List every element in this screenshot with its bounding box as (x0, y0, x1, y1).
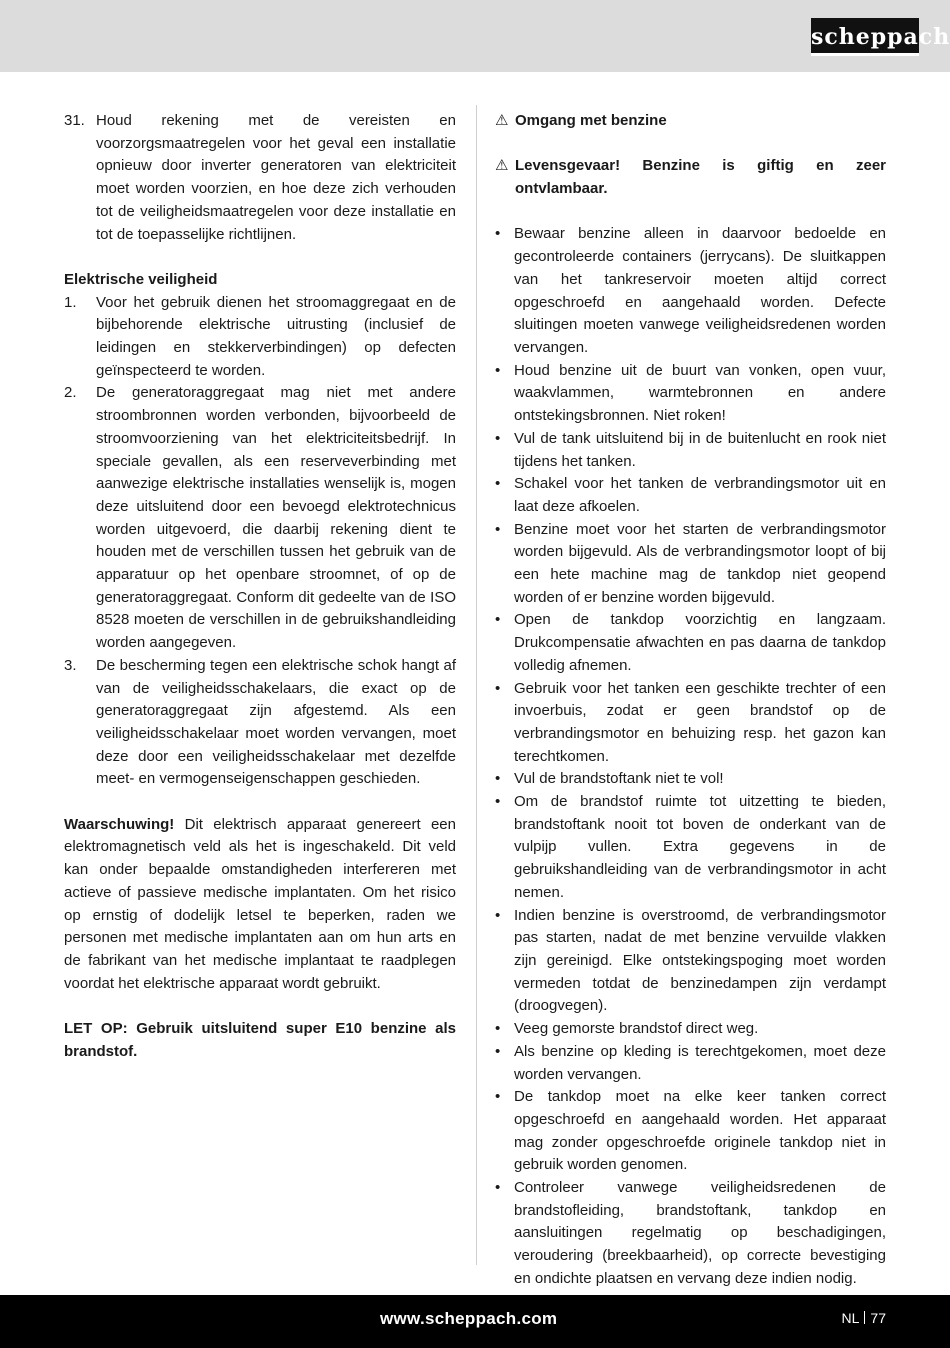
left-column (64, 110, 456, 1063)
list-item: • Indien benzine is overstroomd, de verbrandingsmotor pas starten, nadat de met benzine vervuilde vlakken zijn gereinigd. Elke ontstekingspoging moet worden vermeden totdat de benzinedampen zijn verdampt (droogvegen). (495, 906, 886, 1015)
list-item: • Vul de tank uitsluitend bij in de buitenlucht en rook niet tijdens het tanken. (495, 429, 886, 470)
section-heading-petrol: ⚠ Omgang met benzine (495, 110, 886, 133)
list-item: • Vul de brandstoftank niet te vol! (495, 768, 886, 791)
bullet-icon: • (495, 225, 501, 243)
list-item: • Schakel voor het tanken de verbrandingsmotor uit en laat deze afkoelen. (495, 475, 886, 515)
page-indicator (842, 1310, 886, 1326)
language-code: NL (841, 1310, 860, 1326)
bullet-icon: • (495, 361, 501, 379)
fuel-notice: LET OP: Gebruik uitsluitend super E10 benzine als brandstof. (64, 1020, 456, 1060)
warning-paragraph (64, 814, 456, 996)
bullet-icon: • (495, 793, 501, 811)
list-item: • Open de tankdop voorzichtig en langzaam. Drukcompensatie afwachten en pas daarna de tankdop volledig afnemen. (495, 611, 886, 674)
bullet-list (495, 223, 886, 1290)
warning-label: Waarschuwing! (64, 815, 175, 833)
item-text: Houd rekening met de vereisten en voorzorgsmaatregelen voor het geval een installatie opnieuw door inverter generatoren van elektriciteit moet worden voorzien, en hoe deze zich verhouden tot de veiligheidsmaatregelen voor deze installatie en tot de toepasselijke richtlijnen. (96, 112, 456, 243)
warning-text: Dit elektrisch apparaat genereert een elektromagnetisch veld als het is ingeschakeld. Dit veld kan onder bepaalde omstandigheden interfereren met actieve of passieve medische implantaten. Om het risico op ernstig of dodelijk letsel te beperken, raden we personen met medische implantaten aan om hun arts en de fabrikant van het medische implantaat te raadplegen voordat het elektrische apparaat wordt gebruikt. (64, 815, 456, 992)
bullet-icon: • (495, 475, 501, 493)
footer-bar (0, 1295, 950, 1348)
list-item: • Om de brandstof ruimte tot uitzetting te bieden, brandstoftank nooit tot boven de onderkant van de vulpijp vullen. Extra gegevens in de gebruikshandleiding van de verbrandingsmotor in acht nemen. (495, 793, 886, 901)
bullet-icon: • (495, 906, 501, 924)
list-item (64, 655, 456, 791)
list-item: • De tankdop moet na elke keer tanken correct opgeschroefd en aangehaald worden. Het apparaat mag zonder opgeschroefde originele tankdop niet in gebruik worden genomen. (495, 1088, 886, 1174)
bullet-icon: • (495, 429, 501, 447)
item-number: 31. (64, 112, 85, 129)
list-item: • Als benzine op kleding is terechtgekomen, moet deze worden vervangen. (495, 1042, 886, 1083)
danger-heading: ⚠ Levensgevaar! Benzine is giftig en zeer ontvlambaar. (495, 157, 886, 198)
list-item (64, 382, 456, 654)
warning-triangle-icon: ⚠ (495, 112, 509, 129)
item-text: De bescherming tegen een elektrische schok hangt af van de veiligheidsschakelaars, die exact op de generatoraggregaat zijn afgestemd. Als een veiligheidsschakelaar moet worden vervangen, moet deze door een veiligheidsschakelaar met dezelfde meet- en vermogenseigenschappen geschieden. (96, 656, 456, 788)
website-link[interactable]: www.scheppach.com (380, 1309, 558, 1328)
list-item: • Controleer vanwege veiligheidsredenen de brandstofleiding, brandstoftank, tankdop en aansluitingen regelmatig op beschadigingen, veroudering (breekbaarheid), op correcte bevestiging en ondichte plaatsen en vervang deze indien nodig. (495, 1179, 886, 1287)
item-number: 3. (64, 656, 77, 674)
scheppach-logo: scheppach (811, 18, 919, 56)
list-item: • Benzine moet voor het starten de verbrandingsmotor worden bijgevuld. Als de verbrandingsmotor loopt of bij een hete machine mag de tankdop niet geopend worden of er benzine worden bijgevuld. (495, 520, 886, 606)
header-bar (0, 0, 950, 72)
item-text: Voor het gebruik dienen het stroomaggregaat en de bijbehorende elektrische uitrusting (inclusief de leidingen en stekkerverbindingen) op defecten geïnspecteerd te worden. (96, 293, 456, 379)
item-number: 2. (64, 384, 77, 402)
list-item (64, 292, 456, 383)
list-item: • Gebruik voor het tanken een geschikte trechter of een invoerbuis, zodat er geen brandstof op de verbrandingsmotor en behuizing resp. het gazon kan terechtkomen. (495, 679, 886, 765)
bullet-icon: • (495, 1042, 501, 1060)
bullet-icon: • (495, 1020, 501, 1038)
bullet-icon: • (495, 611, 501, 629)
bullet-icon: • (495, 770, 501, 788)
right-column (495, 110, 886, 1291)
list-item: • Houd benzine uit de buurt van vonken, open vuur, waakvlammen, warmtebronnen en andere ontstekingsbronnen. Niet roken! (495, 361, 886, 425)
bullet-icon: • (495, 520, 501, 538)
item-text: De generatoraggregaat mag niet met andere stroombronnen worden verbonden, bijvoorbeeld de stroomvoorziening van het elektriciteitsbedrijf. In speciale gevallen, als een reserveverbinding met aanwezige elektrische installaties wenselijk is, mogen deze uitsluitend door een bevoegd elektrotechnicus worden uitgevoerd, die daarbij rekening dient te houden met de verschillen tussen het gebruik van de apparatuur op het openbare stroomnet, of op de generatoraggregaat. Conform dit gedeelte van de ISO 8528 moeten de verschillen in de gebruikshandleiding worden aangegeven. (96, 384, 456, 652)
bullet-icon: • (495, 1179, 501, 1197)
warning-triangle-icon: ⚠ (495, 157, 509, 175)
list-item-31 (64, 110, 456, 246)
page-number: 77 (870, 1310, 886, 1326)
list-item: • Veeg gemorste brandstof direct weg. (495, 1018, 886, 1041)
section-heading-electrical-safety: Elektrische veiligheid (64, 270, 218, 288)
bullet-icon: • (495, 1088, 501, 1106)
column-divider (476, 105, 477, 1265)
list-item: • Bewaar benzine alleen in daarvoor bedoelde en gecontroleerde containers (jerrycans). De sluitkappen van het tankreservoir moeten altijd correct opgeschroefd en aangehaald worden. Defecte sluitingen moeten vanwege veiligheidsredenen worden vervangen. (495, 225, 886, 356)
item-number: 1. (64, 293, 77, 311)
bullet-icon: • (495, 679, 501, 697)
